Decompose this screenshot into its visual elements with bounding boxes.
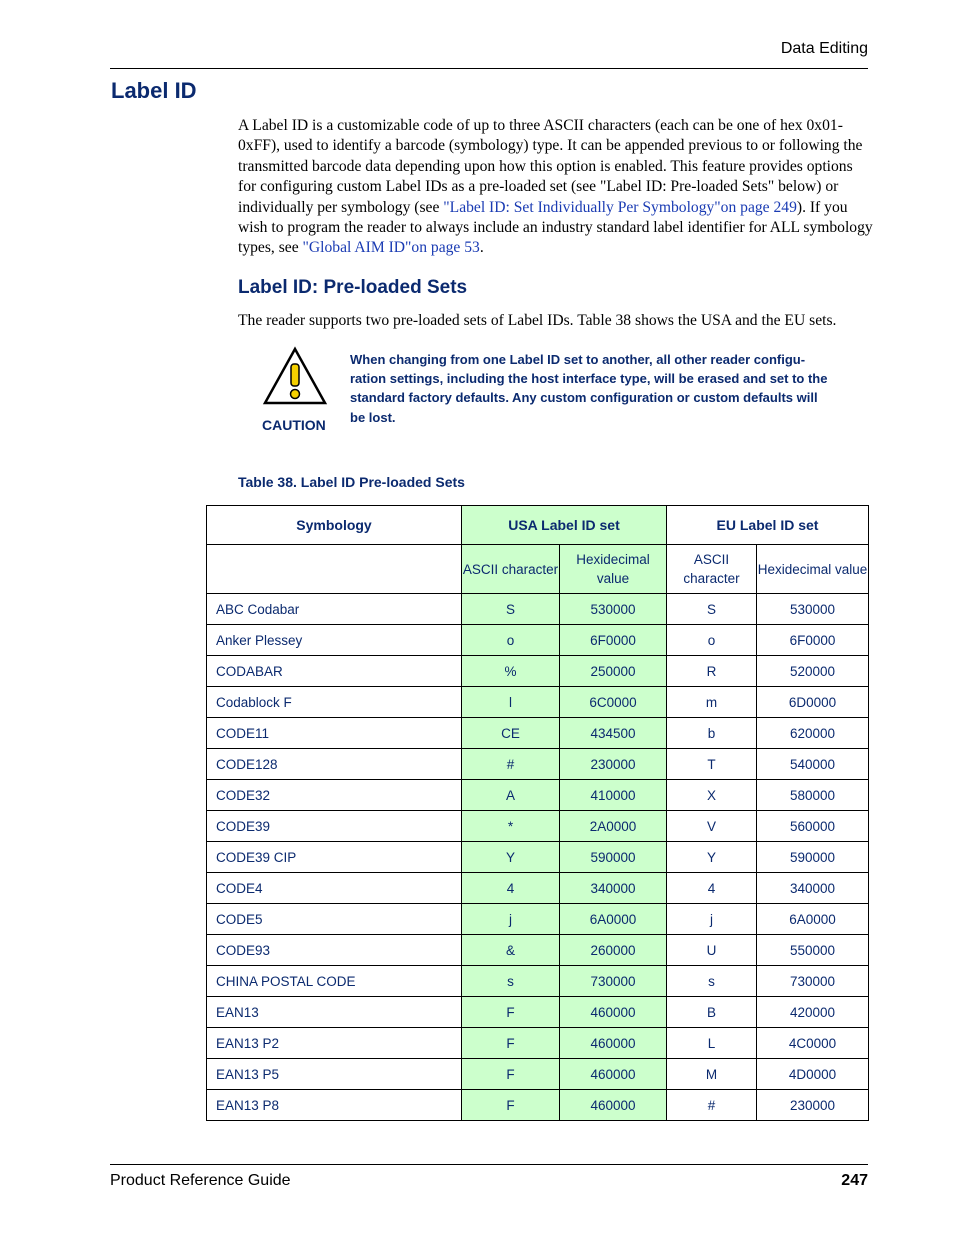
cell-symbology: Codablock F [207,687,462,718]
cell-usa-ascii: F [462,997,560,1028]
cell-eu-ascii: M [667,1059,757,1090]
section-subtitle: Label ID: Pre-loaded Sets [238,277,468,298]
subheader-row [207,545,869,594]
cell-eu-hex: 6D0000 [757,687,869,718]
cell-eu-hex: 730000 [757,966,869,997]
cell-eu-ascii: s [667,966,757,997]
cell-symbology: Anker Plessey [207,625,462,656]
table-row [207,811,869,842]
subheader-blank [207,545,462,594]
cell-eu-hex: 590000 [757,842,869,873]
cell-eu-hex: 580000 [757,780,869,811]
cell-eu-hex: 4C0000 [757,1028,869,1059]
subheader-eu-hex: Hexidecimal value [757,545,869,594]
cell-eu-ascii: B [667,997,757,1028]
cell-eu-ascii: # [667,1090,757,1121]
caution-text: When changing from one Label ID set to another, all other reader configu-ration settings, including the host interface type, will be erased and set to the standard factory defaults. Any custom configuration or custom defaults will be lost. [350,352,828,425]
cell-eu-hex: 550000 [757,935,869,966]
cell-eu-ascii: o [667,625,757,656]
cell-eu-hex: 230000 [757,1090,869,1121]
cell-eu-ascii: R [667,656,757,687]
cell-eu-hex: 520000 [757,656,869,687]
table-row [207,625,869,656]
intro-text-2: ). If you wish to program the reader to always include an industry standard label identifier for ALL symbology types, see [238,198,873,257]
header-usa-set: USA Label ID set [462,506,667,545]
cell-usa-hex: 6C0000 [560,687,667,718]
table-row [207,656,869,687]
cell-eu-hex: 6A0000 [757,904,869,935]
cell-eu-ascii: L [667,1028,757,1059]
cell-eu-ascii: U [667,935,757,966]
header-rule [110,68,868,69]
table-row [207,1028,869,1059]
cell-usa-hex: 460000 [560,1090,667,1121]
cell-symbology: CODE11 [207,718,462,749]
subheader-usa-hex: Hexidecimal value [560,545,667,594]
cell-usa-ascii: # [462,749,560,780]
cell-eu-ascii: b [667,718,757,749]
cell-usa-hex: 460000 [560,1059,667,1090]
table-row [207,718,869,749]
cell-eu-ascii: X [667,780,757,811]
cell-usa-hex: 590000 [560,842,667,873]
cell-symbology: EAN13 P5 [207,1059,462,1090]
cell-usa-hex: 460000 [560,1028,667,1059]
footer-rule [110,1164,868,1165]
cell-symbology: EAN13 P8 [207,1090,462,1121]
cell-eu-ascii: j [667,904,757,935]
cell-symbology: CHINA POSTAL CODE [207,966,462,997]
cell-usa-ascii: CE [462,718,560,749]
cell-usa-ascii: F [462,1059,560,1090]
caution-label: CAUTION [262,417,326,433]
cell-usa-ascii: Y [462,842,560,873]
table-row [207,594,869,625]
cell-eu-hex: 6F0000 [757,625,869,656]
cell-usa-ascii: & [462,935,560,966]
table-row [207,1090,869,1121]
cell-usa-ascii: F [462,1028,560,1059]
cell-eu-ascii: V [667,811,757,842]
subheader-usa-ascii: ASCII character [462,545,560,594]
label-id-table [206,505,869,1121]
cell-usa-hex: 434500 [560,718,667,749]
cell-usa-hex: 2A0000 [560,811,667,842]
table-row [207,966,869,997]
intro-paragraph [238,116,874,259]
intro-text-3: . [479,239,484,257]
link-label-id-individual[interactable]: "Label ID: Set Individually Per Symbology"on page 249 [443,198,797,216]
cell-eu-ascii: Y [667,842,757,873]
link-global-aim-id[interactable]: "Global AIM ID"on page 53 [302,239,480,257]
table-body [207,545,869,1121]
table-row [207,842,869,873]
table-row [207,935,869,966]
cell-usa-hex: 410000 [560,780,667,811]
cell-symbology: CODABAR [207,656,462,687]
cell-eu-ascii: m [667,687,757,718]
cell-symbology: CODE93 [207,935,462,966]
cell-usa-hex: 340000 [560,873,667,904]
preloaded-sets-paragraph: The reader supports two pre-loaded sets of Label IDs. Table 38 shows the USA and the EU sets. [238,312,837,329]
table-row [207,873,869,904]
cell-eu-hex: 560000 [757,811,869,842]
cell-usa-ascii: l [462,687,560,718]
cell-symbology: CODE5 [207,904,462,935]
cell-symbology: EAN13 [207,997,462,1028]
cell-usa-ascii: F [462,1090,560,1121]
caution-icon [262,346,328,406]
table-row [207,780,869,811]
cell-usa-hex: 730000 [560,966,667,997]
cell-eu-hex: 620000 [757,718,869,749]
page-title: Label ID [111,78,197,103]
running-header: Data Editing [780,40,868,57]
cell-symbology: CODE4 [207,873,462,904]
cell-usa-hex: 260000 [560,935,667,966]
table-row [207,687,869,718]
cell-usa-ascii: S [462,594,560,625]
cell-usa-hex: 250000 [560,656,667,687]
header-eu-set: EU Label ID set [667,506,869,545]
subheader-eu-ascii: ASCII character [667,545,757,594]
cell-symbology: EAN13 P2 [207,1028,462,1059]
table-row [207,997,869,1028]
cell-eu-ascii: 4 [667,873,757,904]
cell-eu-ascii: S [667,594,757,625]
table-caption: Table 38. Label ID Pre-loaded Sets [238,474,465,490]
cell-usa-ascii: % [462,656,560,687]
footer-guide-title: Product Reference Guide [110,1172,291,1189]
cell-usa-ascii: j [462,904,560,935]
cell-symbology: CODE128 [207,749,462,780]
cell-eu-hex: 540000 [757,749,869,780]
cell-eu-hex: 4D0000 [757,1059,869,1090]
cell-usa-hex: 460000 [560,997,667,1028]
cell-usa-hex: 230000 [560,749,667,780]
cell-usa-ascii: 4 [462,873,560,904]
cell-usa-ascii: A [462,780,560,811]
intro-text-1: A Label ID is a customizable code of up to three ASCII characters (each can be one of hex 0x01-0xFF), used to identify a barcode (symbology) type. It can be appended previous to or following the transmitted barcode data depending upon how this option is enabled. This feature provides options for configuring custom Label IDs as a pre-loaded set (see "Label ID: Pre-loaded Sets" below) or individually per symbology (see [238,117,863,216]
table-row [207,904,869,935]
cell-symbology: CODE39 CIP [207,842,462,873]
cell-usa-ascii: o [462,625,560,656]
cell-symbology: CODE32 [207,780,462,811]
cell-eu-ascii: T [667,749,757,780]
table-row [207,1059,869,1090]
table-row [207,749,869,780]
cell-usa-ascii: s [462,966,560,997]
cell-eu-hex: 340000 [757,873,869,904]
cell-symbology: CODE39 [207,811,462,842]
cell-eu-hex: 420000 [757,997,869,1028]
cell-symbology: ABC Codabar [207,594,462,625]
cell-usa-hex: 6A0000 [560,904,667,935]
page-number: 247 [841,1172,868,1189]
cell-usa-hex: 6F0000 [560,625,667,656]
cell-usa-hex: 530000 [560,594,667,625]
header-symbology: Symbology [207,506,462,545]
cell-usa-ascii: * [462,811,560,842]
cell-eu-hex: 530000 [757,594,869,625]
